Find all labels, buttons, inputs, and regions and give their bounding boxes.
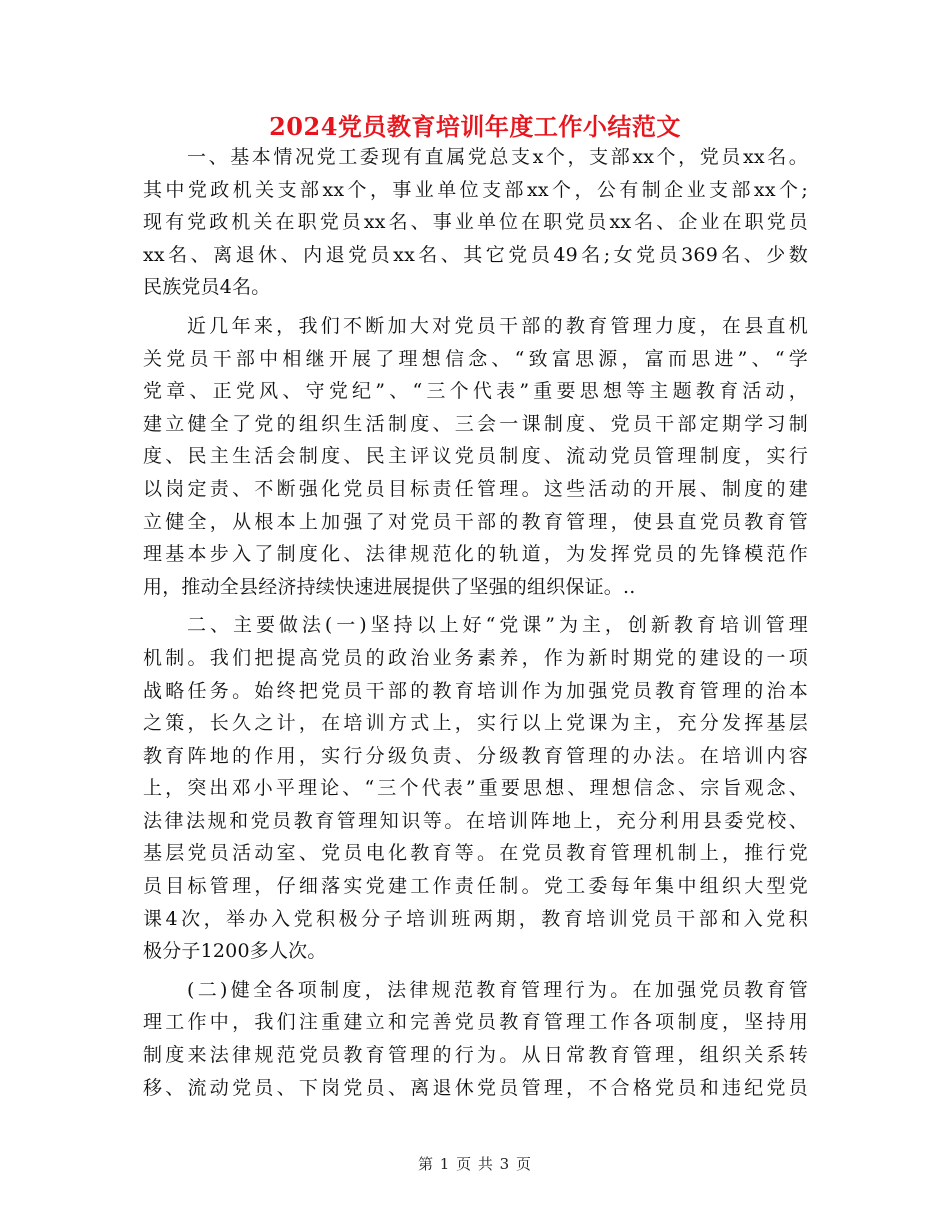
text-line: 之策，长久之计，在培训方式上，实行以上党课为主，充分发挥基层	[143, 712, 808, 735]
text-line: 党章、正党风、守党纪”、“三个代表”重要思想等主题教育活动，	[143, 380, 808, 403]
text-line: 移、流动党员、下岗党员、离退休党员管理，不合格党员和违纪党员	[143, 1076, 808, 1099]
text-line: 极分子1200多人次。	[143, 940, 327, 963]
text-line: 员目标管理，仔细落实党建工作责任制。党工委每年集中组织大型党	[143, 875, 808, 898]
text-line: 一、基本情况党工委现有直属党总支x个，支部xx个，党员xx名。	[187, 146, 808, 168]
text-line: 用，推动全县经济持续快速进展提供了坚强的组织保证。..	[143, 575, 636, 598]
document-body	[143, 141, 808, 1104]
text-line: 度、民主生活会制度、民主评议党员制度、流动党员管理制度，实行	[143, 445, 808, 468]
text-line: 机制。我们把提高党员的政治业务素养，作为新时期党的建设的一项	[143, 646, 808, 669]
text-line: 理基本步入了制度化、法律规范化的轨道，为发挥党员的先锋模范作	[143, 543, 808, 566]
text-line: 民族党员4名。	[143, 276, 271, 299]
text-line: 制度来法律规范党员教育管理的行为。从日常教育管理，组织关系转	[143, 1044, 808, 1067]
document-title: 2024党员教育培训年度工作小结范文	[269, 112, 681, 141]
text-line: 理工作中，我们注重建立和完善党员教育管理工作各项制度，坚持用	[143, 1011, 808, 1034]
text-line: 以岗定责、不断强化党员目标责任管理。这些活动的开展、制度的建	[143, 477, 808, 500]
paragraph	[143, 609, 808, 968]
text-line: 近几年来，我们不断加大对党员干部的教育管理力度，在县直机	[187, 314, 808, 337]
text-line: 战略任务。始终把党员干部的教育培训作为加强党员教育管理的治本	[143, 679, 808, 702]
text-line: 现有党政机关在职党员xx名、事业单位在职党员xx名、企业在职党员	[143, 211, 808, 234]
text-line: 其中党政机关支部xx个，事业单位支部xx个，公有制企业支部xx个;	[143, 178, 808, 201]
text-line: 法律法规和党员教育管理知识等。在培训阵地上，充分利用县委党校、	[143, 809, 808, 832]
text-line: 基层党员活动室、党员电化教育等。在党员教育管理机制上，推行党	[143, 842, 808, 865]
text-line: 上，突出邓小平理论、“三个代表”重要思想、理想信念、宗旨观念、	[143, 777, 808, 800]
page-number-footer: 第 1 页 共 3 页	[418, 1155, 532, 1173]
paragraph	[143, 974, 808, 1104]
text-line: xx名、离退休、内退党员xx名、其它党员49名;女党员369名、少数	[143, 243, 808, 266]
paragraph	[143, 141, 808, 304]
text-line: 关党员干部中相继开展了理想信念、“致富思源，富而思进”、“学	[143, 347, 808, 370]
text-line: 建立健全了党的组织生活制度、三会一课制度、党员干部定期学习制	[143, 412, 808, 435]
text-line: 课4次，举办入党积极分子培训班两期，教育培训党员干部和入党积	[143, 907, 808, 930]
text-line: 教育阵地的作用，实行分级负责、分级教育管理的办法。在培训内容	[143, 744, 808, 767]
text-line: (二)健全各项制度，法律规范教育管理行为。在加强党员教育管	[187, 978, 808, 1001]
paragraph	[143, 310, 808, 603]
text-line: 立健全，从根本上加强了对党员干部的教育管理，使县直党员教育管	[143, 510, 808, 533]
text-line: 二、主要做法(一)坚持以上好“党课”为主，创新教育培训管理	[187, 614, 808, 637]
